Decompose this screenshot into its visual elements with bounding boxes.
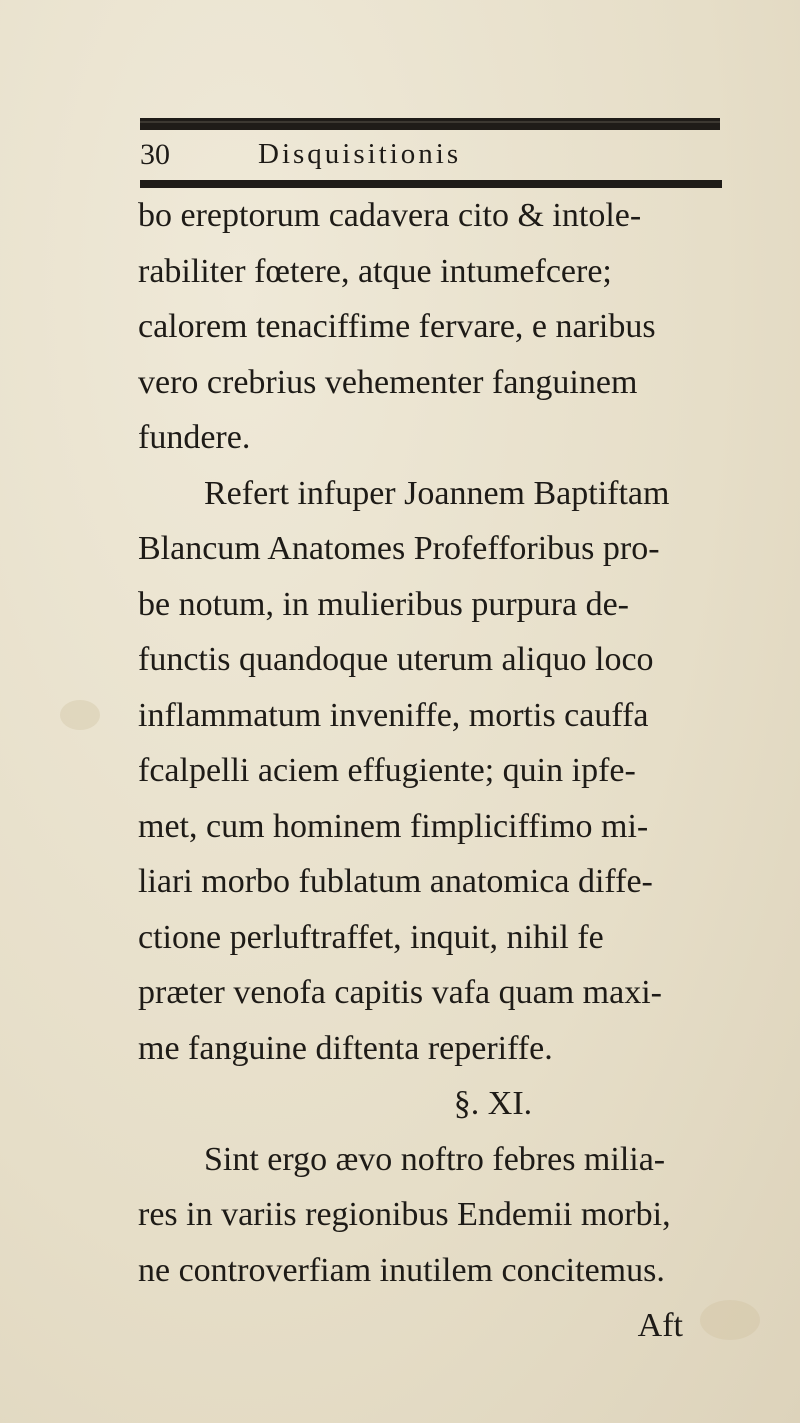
text-line: me fanguine diftenta reperiffe. (138, 1029, 553, 1067)
text-line: functis quandoque uterum aliquo loco (138, 641, 654, 678)
text-line: res in variis regionibus Endemii morbi, (138, 1196, 671, 1233)
text-line: liari morbo fublatum anatomica diffe- (138, 863, 653, 900)
text-line: præter venofa capitis vafa quam maxi- (138, 974, 662, 1011)
body-text (138, 188, 738, 1354)
text-line: bo ereptorum cadavera cito & intole- (138, 197, 642, 234)
text-line: ne controverfiam inutilem concitemus. (138, 1251, 665, 1289)
text-line: rabiliter fœtere, atque intumefcere; (138, 252, 612, 290)
text-line: be notum, in mulieribus purpura de- (138, 585, 630, 623)
text-line: Sint ergo ævo noftro febres milia- (204, 1140, 666, 1178)
page-number: 30 (140, 138, 170, 171)
header-rule (140, 180, 722, 188)
page-header (140, 138, 720, 178)
running-head: Disquisitionis (258, 138, 462, 170)
text-line: fcalpelli aciem effugiente; quin ipfe- (138, 752, 636, 789)
section-heading: §. XI. (453, 1085, 533, 1122)
text-line: Blancum Anatomes Profefforibus pro- (138, 530, 660, 567)
text-line: fundere. (138, 419, 251, 456)
top-rule (140, 118, 720, 130)
text-line: vero crebrius vehementer fanguinem (138, 363, 638, 401)
paper-stain (60, 700, 100, 730)
text-line: Refert infuper Joannem Baptiftam (204, 474, 670, 512)
text-line: inflammatum inveniffe, mortis cauffa (138, 696, 649, 734)
text-line: met, cum hominem fimpliciffimo mi- (138, 807, 649, 845)
text-line: ctione perluftraffet, inquit, nihil fe (138, 918, 604, 956)
text-line: calorem tenaciffime fervare, e naribus (138, 308, 656, 345)
catchword: Aft (637, 1307, 683, 1344)
